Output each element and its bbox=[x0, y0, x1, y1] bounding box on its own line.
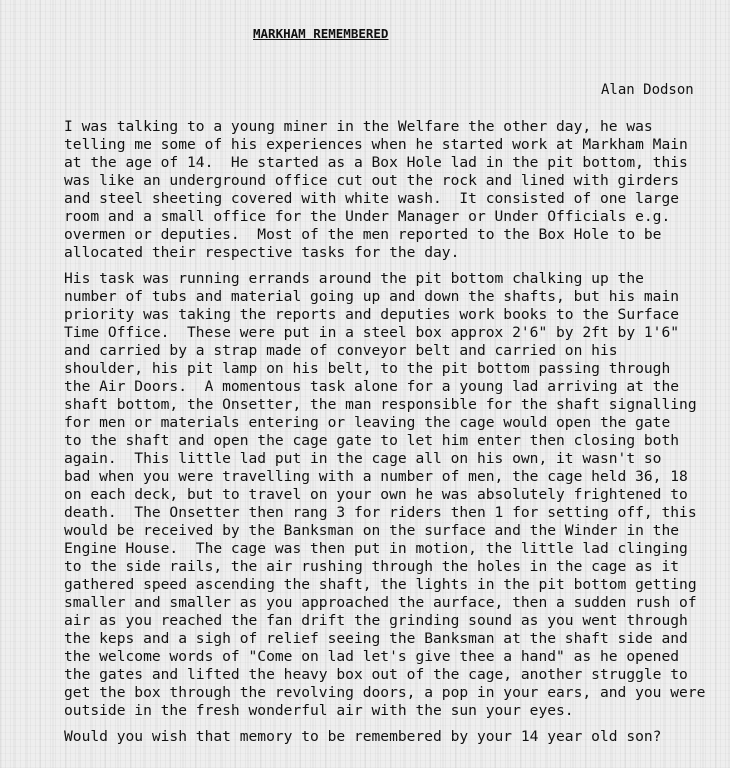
text-line: Would you wish that memory to be remembered by your 14 year old son? bbox=[64, 728, 662, 745]
text-line: bad when you were travelling with a number of men, the cage held 36, 18 bbox=[64, 468, 688, 485]
paragraph bbox=[64, 118, 724, 262]
text-line: Time Office. These were put in a steel box approx 2'6" by 2ft by 1'6" bbox=[64, 324, 680, 341]
text-line: would be received by the Banksman on the surface and the Winder in the bbox=[64, 522, 680, 539]
text-line: again. This little lad put in the cage all on his own, it wasn't so bbox=[64, 450, 662, 467]
text-line: the Air Doors. A momentous task alone for a young lad arriving at the bbox=[64, 378, 680, 395]
text-line: number of tubs and material going up and down the shafts, but his main bbox=[64, 288, 680, 305]
author-name: Alan Dodson bbox=[601, 82, 694, 98]
text-line: shoulder, his pit lamp on his belt, to the pit bottom passing through bbox=[64, 360, 671, 377]
text-line: gathered speed ascending the shaft, the lights in the pit bottom getting bbox=[64, 576, 697, 593]
text-line: for men or materials entering or leaving the cage would open the gate bbox=[64, 414, 671, 431]
text-line: telling me some of his experiences when he started work at Markham Main bbox=[64, 136, 688, 153]
text-line: at the age of 14. He started as a Box Hole lad in the pit bottom, this bbox=[64, 154, 688, 171]
text-line: the gates and lifted the heavy box out of the cage, another struggle to bbox=[64, 666, 688, 683]
article-body bbox=[64, 118, 724, 754]
text-line: to the side rails, the air rushing through the holes in the cage as it bbox=[64, 558, 680, 575]
text-line: room and a small office for the Under Manager or Under Officials e.g. bbox=[64, 208, 671, 225]
text-line: and carried by a strap made of conveyor belt and carried on his bbox=[64, 342, 618, 359]
text-line: Engine House. The cage was then put in motion, the little lad clinging bbox=[64, 540, 688, 557]
text-line: on each deck, but to travel on your own he was absolutely frightened to bbox=[64, 486, 688, 503]
text-line: priority was taking the reports and deputies work books to the Surface bbox=[64, 306, 680, 323]
text-line: allocated their respective tasks for the day. bbox=[64, 244, 460, 261]
text-line: overmen or deputies. Most of the men reported to the Box Hole to be bbox=[64, 226, 662, 243]
text-line: air as you reached the fan drift the grinding sound as you went through bbox=[64, 612, 688, 629]
text-line: outside in the fresh wonderful air with the sun your eyes. bbox=[64, 702, 574, 719]
text-line: to the shaft and open the cage gate to let him enter then closing both bbox=[64, 432, 680, 449]
paragraph bbox=[64, 270, 724, 720]
text-line: and steel sheeting covered with white wash. It consisted of one large bbox=[64, 190, 680, 207]
text-line: smaller and smaller as you approached the aurface, then a sudden rush of bbox=[64, 594, 697, 611]
text-line: was like an underground office cut out the rock and lined with girders bbox=[64, 172, 680, 189]
text-line: His task was running errands around the pit bottom chalking up the bbox=[64, 270, 644, 287]
paragraph bbox=[64, 728, 724, 746]
text-line: the welcome words of "Come on lad let's give thee a hand" as he opened bbox=[64, 648, 680, 665]
page-title: MARKHAM REMEMBERED bbox=[253, 26, 389, 41]
text-line: death. The Onsetter then rang 3 for riders then 1 for setting off, this bbox=[64, 504, 697, 521]
text-line: I was talking to a young miner in the Welfare the other day, he was bbox=[64, 118, 653, 135]
text-line: get the box through the revolving doors, a pop in your ears, and you were bbox=[64, 684, 706, 701]
text-line: shaft bottom, the Onsetter, the man responsible for the shaft signalling bbox=[64, 396, 697, 413]
text-line: the keps and a sigh of relief seeing the Banksman at the shaft side and bbox=[64, 630, 688, 647]
